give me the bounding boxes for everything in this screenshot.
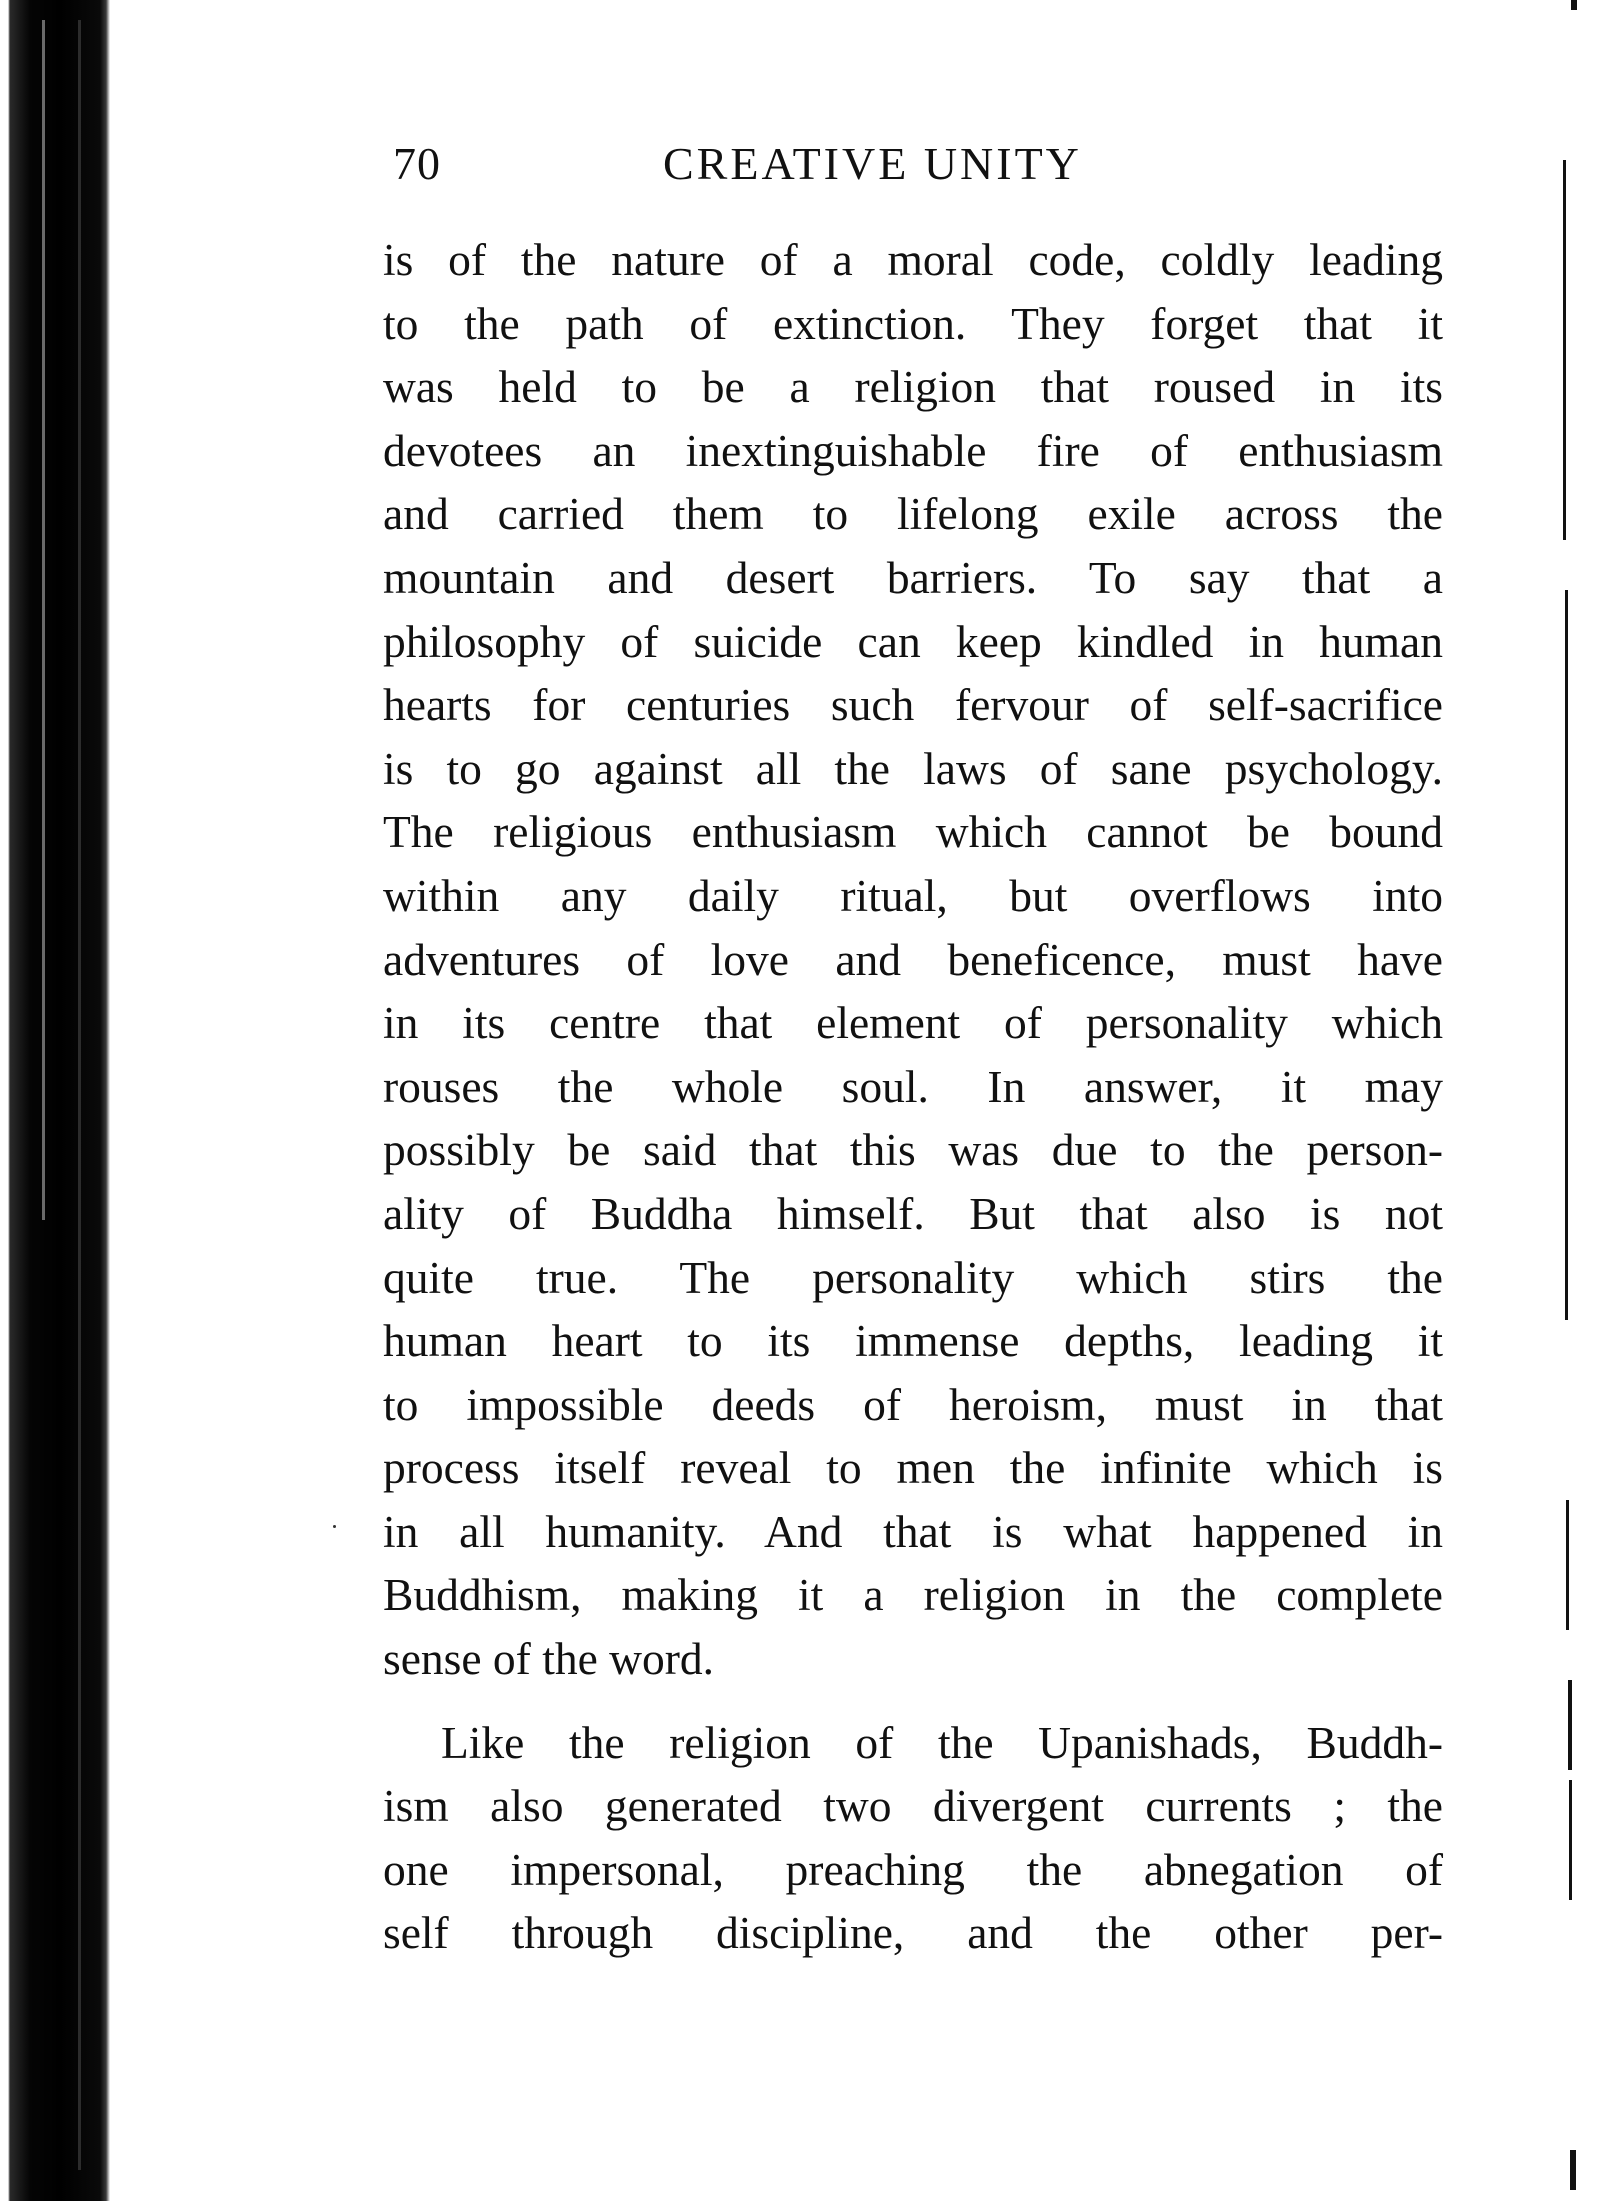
text-line: adventures of love and beneficence, must have <box>383 933 1443 985</box>
edge-line <box>1566 1500 1569 1630</box>
paragraph <box>383 228 1443 1691</box>
text-line: sense of the word. <box>383 1633 715 1685</box>
page-header-title: CREATIVE UNITY <box>663 138 1082 189</box>
text-line: hearts for centuries such fervour of self-sacrifice <box>383 679 1443 731</box>
text-line: Buddhism, making it a religion in the complete <box>383 1569 1443 1621</box>
text-line: mountain and desert barriers. To say that a <box>383 551 1443 603</box>
text-line: self through discipline, and the other per- <box>383 1907 1443 1959</box>
text-line: and carried them to lifelong exile across the <box>383 488 1443 540</box>
text-line: in its centre that element of personality which <box>383 997 1443 1049</box>
text-line: rouses the whole soul. In answer, it may <box>383 1060 1443 1112</box>
text-line: is to go against all the laws of sane psychology. <box>383 742 1443 794</box>
scan-speck <box>333 1525 336 1528</box>
text-line: process itself reveal to men the infinite which is <box>383 1442 1443 1494</box>
text-line: to the path of extinction. They forget that it <box>383 297 1443 349</box>
paragraph <box>383 1711 1443 1965</box>
text-line: within any daily ritual, but overflows into <box>383 869 1443 921</box>
edge-line <box>1570 2150 1576 2190</box>
text-line: The religious enthusiasm which cannot be bound <box>383 806 1443 858</box>
text-line: ism also generated two divergent currents ; the <box>383 1780 1443 1832</box>
text-line: Like the religion of the Upanishads, Buddh- <box>441 1716 1443 1768</box>
page-number: 70 <box>393 138 441 189</box>
binding-streak <box>42 20 45 1220</box>
text-line: to impossible deeds of heroism, must in that <box>383 1378 1443 1430</box>
edge-line <box>1568 1680 1572 1770</box>
text-line: was held to be a religion that roused in its <box>383 361 1443 413</box>
edge-line <box>1571 0 1577 10</box>
edge-line <box>1565 590 1568 1320</box>
text-line: in all humanity. And that is what happened in <box>383 1505 1443 1557</box>
running-head <box>393 137 1448 199</box>
text-line: ality of Buddha himself. But that also is not <box>383 1187 1443 1239</box>
binding-shadow <box>0 0 110 2201</box>
edge-line <box>1563 160 1566 540</box>
text-line: is of the nature of a moral code, coldly leading <box>383 234 1443 285</box>
text-line: one impersonal, preaching the abnegation of <box>383 1843 1443 1895</box>
text-line: philosophy of suicide can keep kindled in human <box>383 615 1443 667</box>
binding-streak <box>78 20 81 2170</box>
edge-line <box>1569 1780 1572 1900</box>
text-line: quite true. The personality which stirs the <box>383 1251 1443 1303</box>
text-line: human heart to its immense depths, leading it <box>383 1315 1443 1367</box>
body-text <box>383 228 1443 1965</box>
text-line: devotees an inextinguishable fire of enthusiasm <box>383 424 1443 476</box>
text-line: possibly be said that this was due to the person- <box>383 1124 1443 1176</box>
